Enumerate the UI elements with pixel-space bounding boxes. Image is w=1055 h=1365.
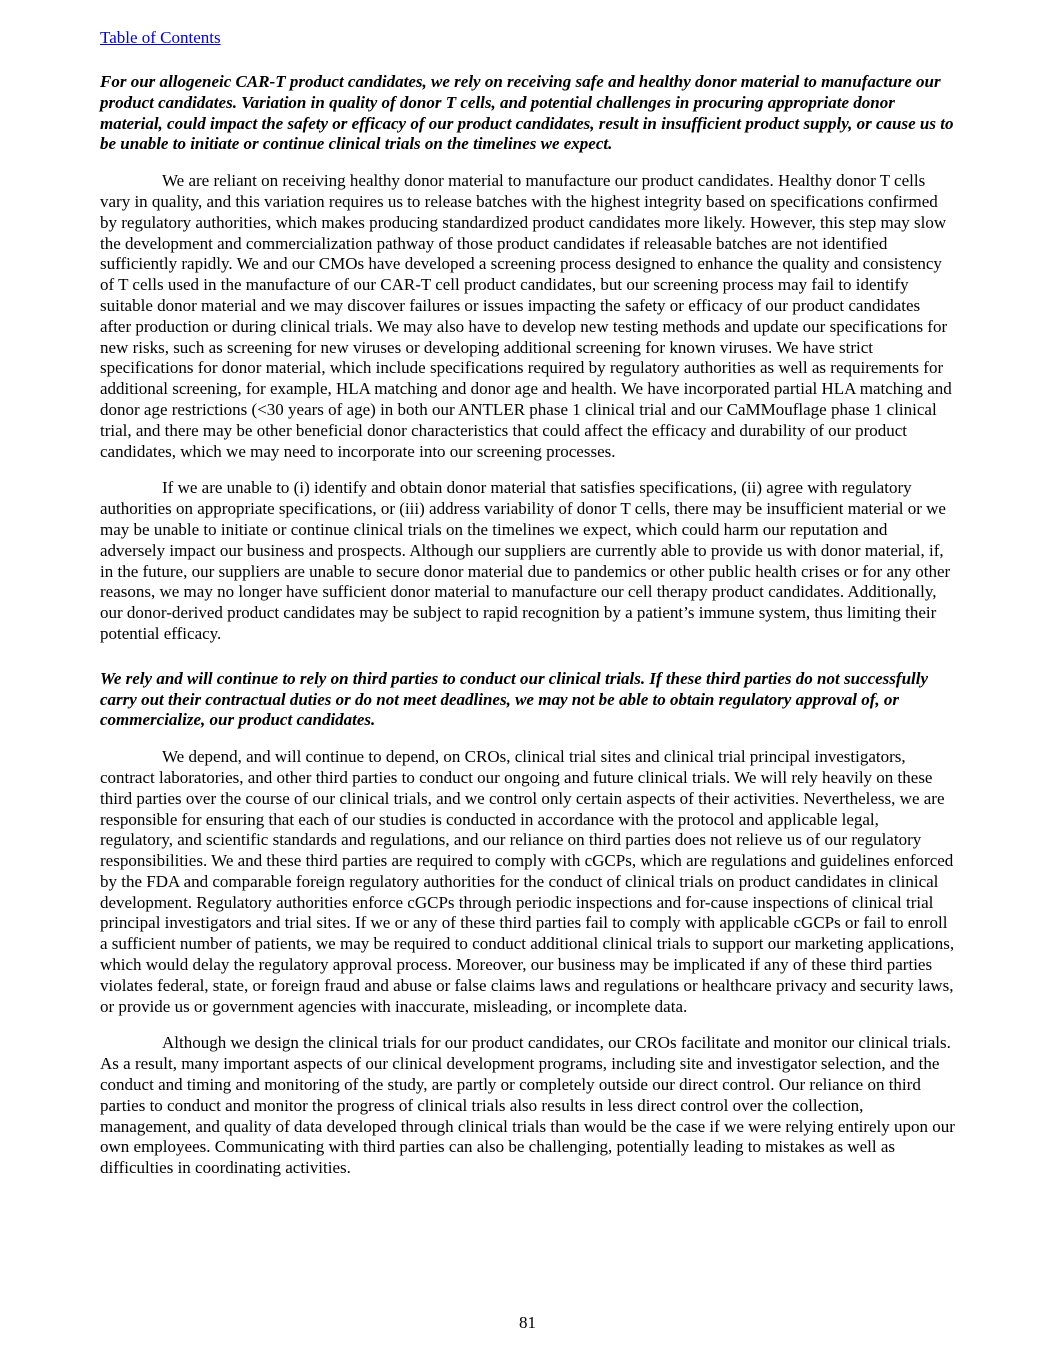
table-of-contents-link[interactable]: Table of Contents [100,28,221,47]
body-paragraph-cro-monitoring: Although we design the clinical trials for our product candidates, our CROs facilitate and monitor our clinical trials. As a result, many important aspects of our clinical development programs, including site and investigator selection, and the conduct and timing and monitoring of the study, are partly or completely outside our direct control. Our reliance on third parties to conduct and monitor the progress of clinical trials also results in less direct control over the collection, management, and quality of data developed through clinical trials than would be the case if we were relying entirely upon our own employees. Communicating with third parties can also be challenging, potentially leading to mistakes as well as difficulties in coordinating activities. [100,1033,955,1178]
page-footer [100,1313,955,1341]
page-number: 81 [519,1313,536,1332]
body-paragraph-donor-specifications: If we are unable to (i) identify and obtain donor material that satisfies specifications, (ii) agree with regulatory authorities on appropriate specifications, or (iii) address variability of donor T cells, there may be insufficient material or we may be unable to initiate or continue clinical trials on the timelines we expect, which could harm our reputation and adversely impact our business and prospects. Although our suppliers are currently able to provide us with donor material, if, in the future, our suppliers are unable to secure donor material due to pandemics or other public health crises or for any other reasons, we may no longer have sufficient donor material to manufacture our cell therapy product candidates. Additionally, our donor-derived product candidates may be subject to rapid recognition by a patient’s immune system, thus limiting their potential efficacy. [100,478,951,643]
risk-factor-heading-donor-material: For our allogeneic CAR-T product candidates, we rely on receiving safe and healthy donor material to manufacture our product candidates. Variation in quality of donor T cells, and potential challenges in procuring appropriate donor material, could impact the safety or efficacy of our product candidates, result in insufficient product supply, or cause us to be unable to initiate or continue clinical trials on the timelines we expect. [100,72,954,154]
body-paragraph-cro-dependence: We depend, and will continue to depend, on CROs, clinical trial sites and clinical trial principal investigators, contract laboratories, and other third parties to conduct our ongoing and future clinical trials. We will rely heavily on these third parties over the course of our clinical trials, and we control only certain aspects of their activities. Nevertheless, we are responsible for ensuring that each of our studies is conducted in accordance with the protocol and applicable legal, regulatory, and scientific standards and regulations, and our reliance on third parties does not relieve us of our regulatory responsibilities. We and these third parties are required to comply with cGCPs, which are regulations and guidelines enforced by the FDA and comparable foreign regulatory authorities for the conduct of clinical trials on product candidates in clinical development. Regulatory authorities enforce cGCPs through periodic inspections and for-cause inspections of clinical trial principal investigators and trial sites. If we or any of these third parties fail to comply with applicable cGCPs or fail to enroll a sufficient number of patients, we may be required to conduct additional clinical trials to support our marketing applications, which would delay the regulatory approval process. Moreover, our business may be implicated if any of these third parties violates federal, state, or foreign fraud and abuse or false claims laws and regulations or healthcare privacy and security laws, or provide us or government agencies with inaccurate, misleading, or incomplete data. [100,747,955,1016]
risk-factor-heading-third-parties: We rely and will continue to rely on third parties to conduct our clinical trials. If these third parties do not successfully carry out their contractual duties or do not meet deadlines, we may not be able to obtain regulatory approval of, or commercialize, our product candidates. [100,668,929,730]
toc-bar [100,28,955,48]
body-paragraph-donor-reliance: We are reliant on receiving healthy donor material to manufacture our product candidates. Healthy donor T cells vary in quality, and this variation requires us to release batches with the highest integrity based on specifications confirmed by regulatory authorities, which makes producing standardized product candidates more likely. However, this step may slow the development and commercialization pathway of those product candidates if releasable batches are not identified sufficiently rapidly. We and our CMOs have developed a screening process designed to enhance the quality and consistency of T cells used in the manufacture of our CAR-T cell product candidates, but our screening process may fail to identify suitable donor material and we may discover failures or issues impacting the safety or efficacy of our product candidates after production or during clinical trials. We may also have to develop new testing methods and update our specifications for new risks, such as screening for new viruses or developing additional screening for known viruses. We have strict specifications for donor material, which include specifications required by regulatory authorities as well as requirements for additional screening, for example, HLA matching and donor age and health. We have incorporated partial HLA matching and donor age restrictions (<30 years of age) in both our ANTLER phase 1 clinical trial and our CaMMouflage phase 1 clinical trial, and there may be other beneficial donor characteristics that could affect the efficacy and durability of our product candidates, which we may need to incorporate into our screening processes. [100,171,952,461]
